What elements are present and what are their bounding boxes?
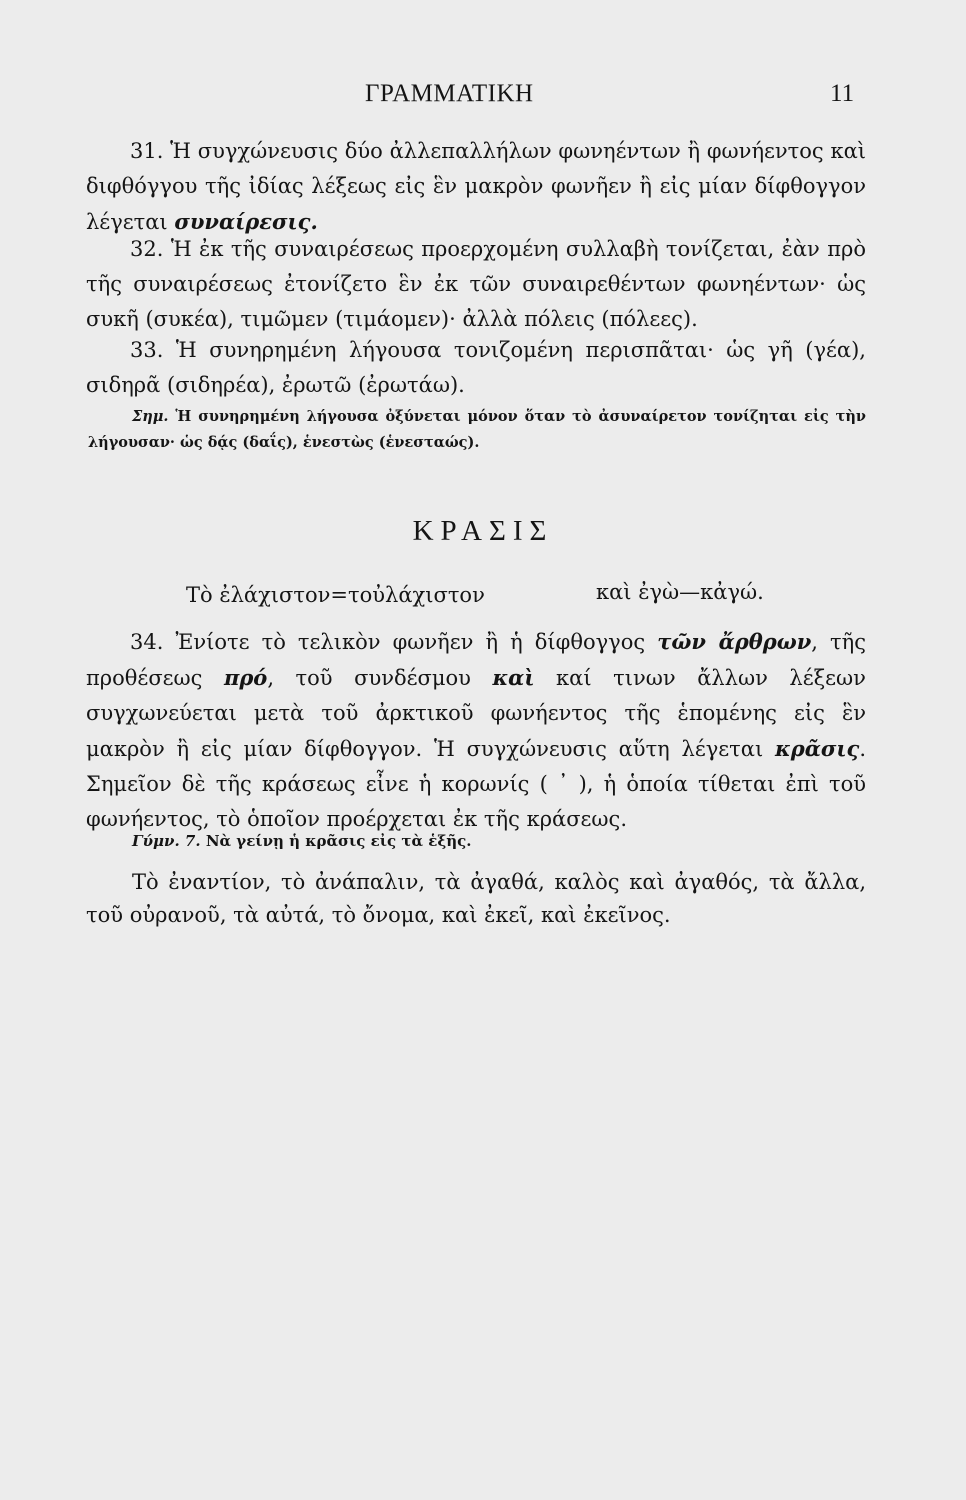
exercise-heading: [132, 832, 472, 850]
example-left: Τὸ ἐλάχιστον=τοὐλάχιστον: [186, 583, 485, 607]
exercise-text: Τὸ ἐναντίον, τὸ ἀνάπαλιν, τὰ ἀγαθά, καλὸς καὶ ἀγαθός, τὰ ἄλλα, τοῦ οὐρανοῦ, τὰ αὐτά, τὸ ὄνομα, καὶ ἐκεῖ, καὶ ἐκεῖνος.: [86, 870, 866, 927]
note: [88, 404, 866, 456]
exercise-instruction: Νὰ γείνῃ ἡ κρᾶσις εἰς τὰ ἑξῆς.: [205, 832, 472, 850]
paragraph-text-4: καί τινων ἄλλων λέξεων συγχωνεύεται μετὰ τοῦ ἀρκτικοῦ φωνήεντος τῆς ἑπομένης εἰς ἓν μακρὸν ἢ εἰς μίαν δίφθογγον. Ἡ συγχώνευσις αὕτη λέγεται: [86, 666, 866, 761]
paragraph-34: [86, 624, 866, 837]
term-krasis: κρᾶσις: [775, 736, 860, 761]
paragraph-32: [86, 232, 866, 337]
paragraph-33: [86, 333, 866, 403]
paragraph-text-5: . Σημεῖον δὲ τῆς κράσεως εἶνε ἡ κορωνίς ( ᾿ ), ἡ ὁποία τίθεται ἐπὶ τοῦ φωνήεντος, τὸ ὁποῖον προέρχεται ἐκ τῆς κράσεως.: [86, 737, 866, 831]
paragraph-text: Ἡ συνηρημένη λήγουσα τονιζομένη περισπᾶται· ὡς γῆ (γέα), σιδηρᾶ (σιδηρέα), ἐρωτῶ (ἐρωτάω).: [86, 338, 866, 397]
defined-term: συναίρεσις.: [174, 209, 318, 234]
note-label: Σημ.: [132, 408, 169, 425]
term-preposition: πρό: [223, 665, 268, 690]
paragraph-text: Ἡ συγχώνευσις δύο ἀλλεπαλλήλων φωνηέντων ἢ φωνήεντος καὶ διφθόγγου τῆς ἰδίας λέξεως εἰς ἓν μακρὸν φωνῆεν ἢ εἰς μίαν δίφθογγον λέγεται: [86, 139, 866, 234]
term-conjunction: καὶ: [492, 665, 535, 690]
paragraph-number: 34.: [130, 630, 164, 654]
page-number: 11: [830, 80, 855, 107]
paragraph-text: Ἡ ἐκ τῆς συναιρέσεως προερχομένη συλλαβὴ τονίζεται, ἐὰν πρὸ τῆς συναιρέσεως ἐτονίζετο ἓν ἐκ τῶν συναιρεθέντων φωνηέντων· ὡς συκῆ (συκέα), τιμῶμεν (τιμάομεν)· ἀλλὰ πόλεις (πόλεες).: [86, 237, 866, 331]
term-articles: τῶν ἄρθρων: [657, 629, 812, 654]
paragraph-text-3: , τοῦ συνδέσμου: [267, 666, 471, 690]
example-right: καὶ ἐγὼ—κἀγώ.: [596, 580, 764, 604]
section-heading: ΚΡΑΣΙΣ: [412, 515, 554, 547]
paragraph-text-2: , τῆς προθέσεως: [86, 630, 867, 690]
paragraph-number: 32.: [130, 237, 164, 261]
note-text: Ἡ συνηρημένη λήγουσα ὀξύνεται μόνον ὅταν τὸ ἀσυναίρετον τονίζηται εἰς τὴν λήγουσαν· ὡς δᾴς (δαΐς), ἑνεστὼς (ἑνεσταώς).: [88, 408, 866, 451]
paragraph-text-1: Ἐνίοτε τὸ τελικὸν φωνῆεν ἢ ἡ δίφθογγος: [175, 630, 646, 654]
exercise-label: Γύμν.: [132, 832, 180, 850]
paragraph-31: [86, 134, 866, 240]
running-header-title: ΓΡΑΜΜΑΤΙΚΗ: [365, 80, 534, 107]
exercise-number: 7.: [184, 832, 201, 850]
paragraph-number: 33.: [130, 338, 164, 362]
paragraph-number: 31.: [130, 139, 164, 163]
